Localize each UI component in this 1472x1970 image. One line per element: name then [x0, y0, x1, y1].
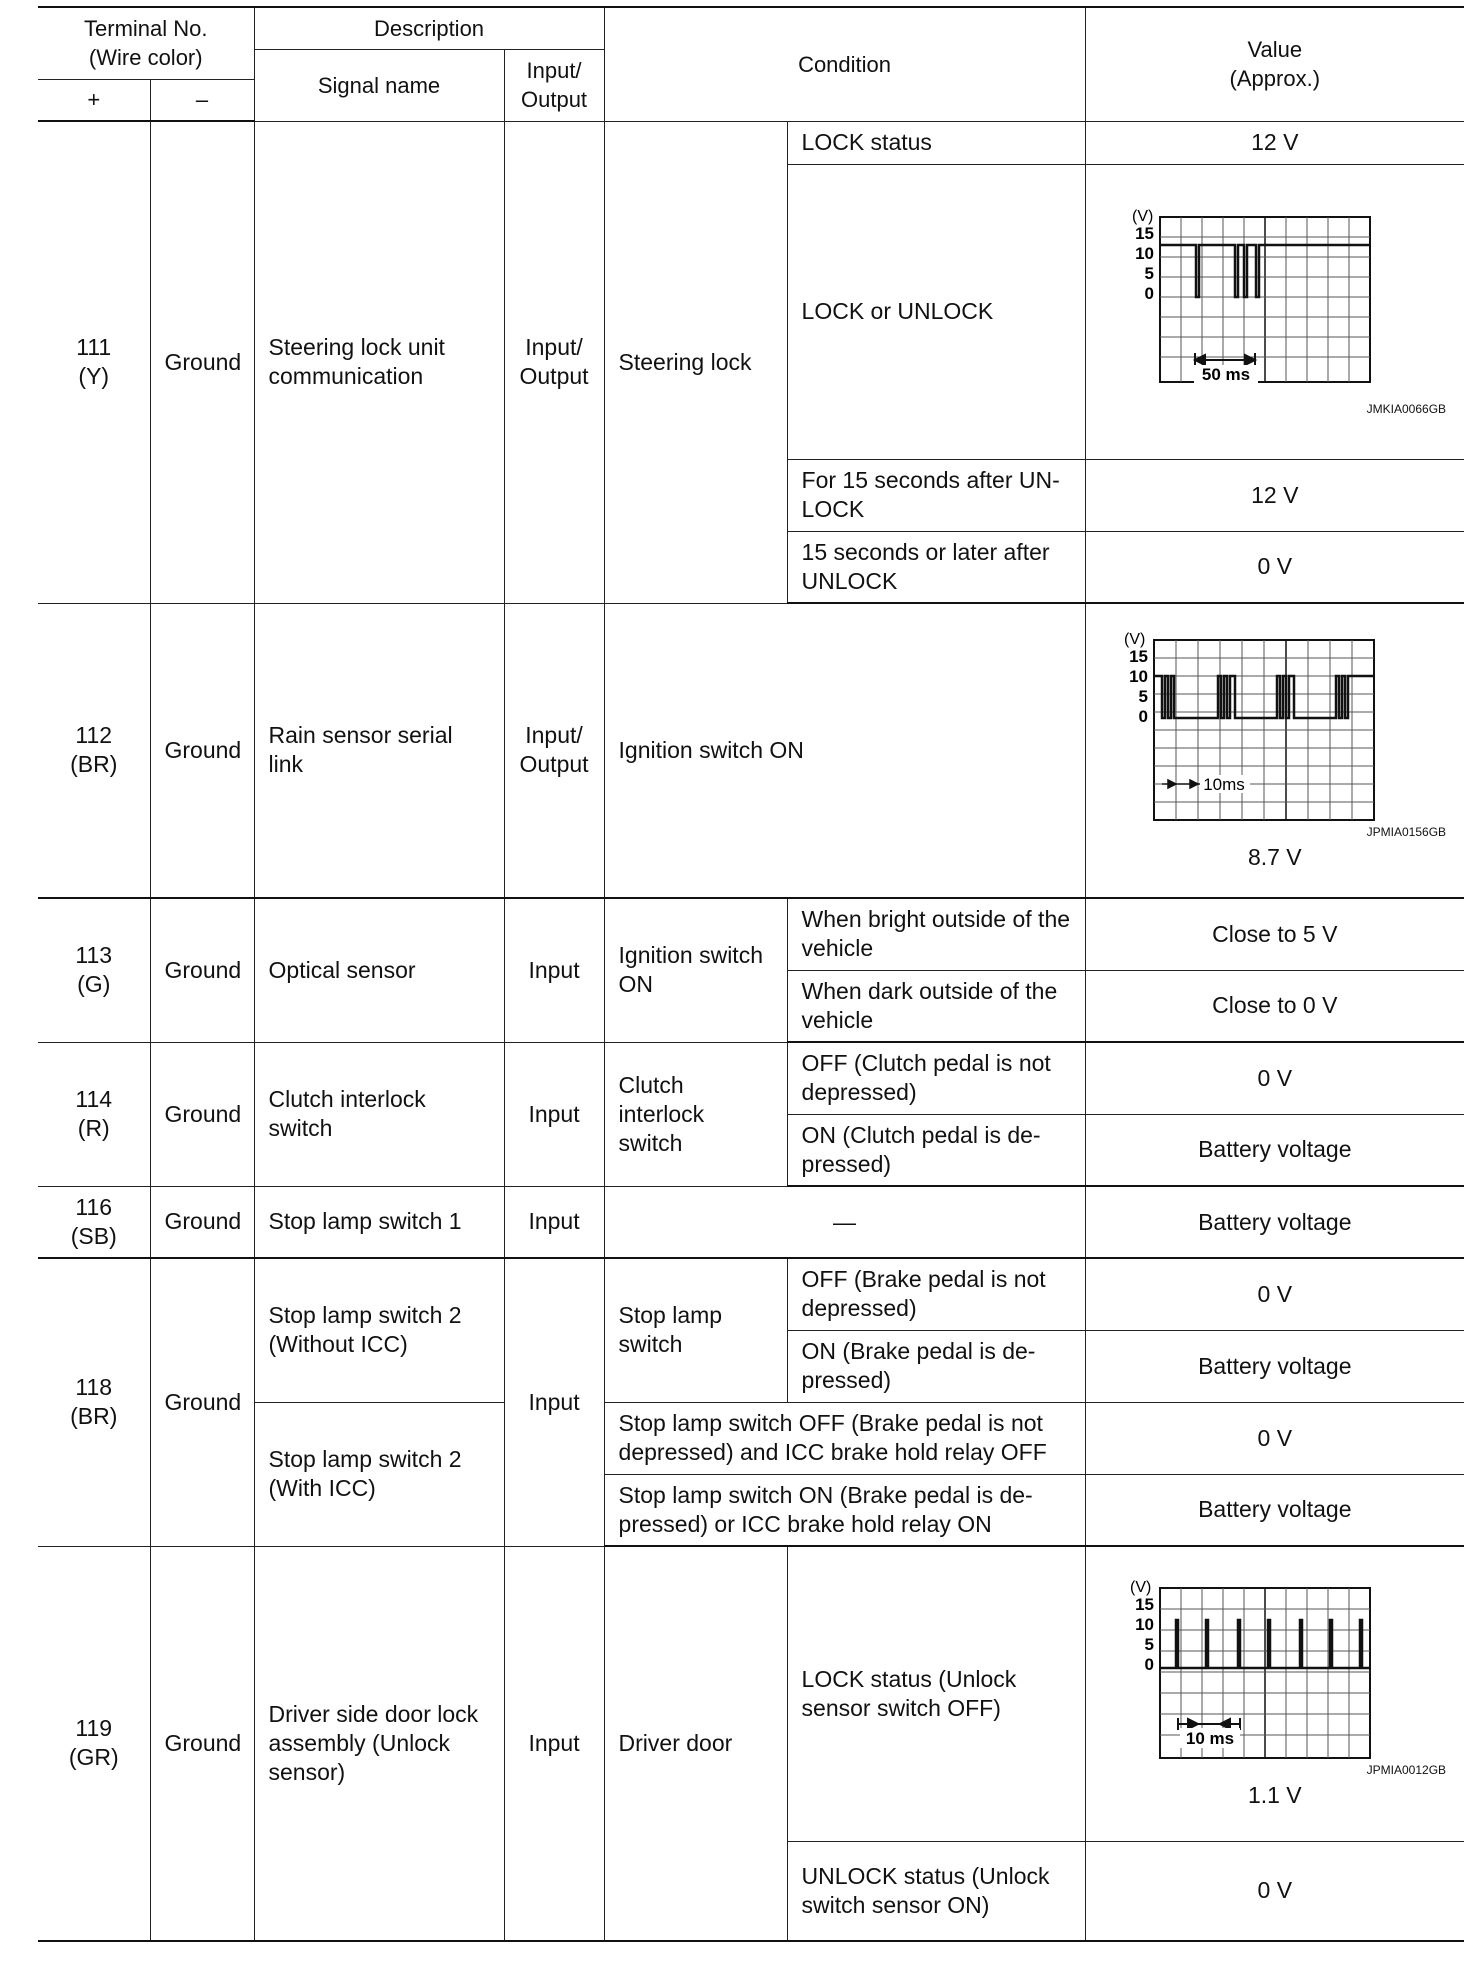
- terminal-116: [38, 1186, 150, 1258]
- value-119-unlock: 0 V: [1085, 1841, 1464, 1941]
- subcondition-119-lock: LOCK status (Unlock sensor switch OFF): [787, 1546, 1085, 1841]
- io-119: Input: [504, 1546, 604, 1941]
- header-wire-color: (Wire color): [88, 45, 203, 71]
- ground-112: Ground: [150, 603, 254, 898]
- terminal-number: 118: [75, 1374, 113, 1401]
- wave-scale-label: 10ms: [1203, 774, 1245, 794]
- figure-code: JPMIA0156GB: [1366, 824, 1447, 839]
- wave-axis-label: (V): [1129, 1578, 1152, 1596]
- value-118-on: Battery voltage: [1085, 1330, 1464, 1402]
- wave-tick: 0: [1144, 1654, 1154, 1674]
- wave-axis-label: (V): [1131, 208, 1154, 225]
- subcondition-114-on: ON (Clutch pedal is de-pressed): [787, 1114, 1085, 1186]
- terminal-number: 111: [76, 334, 112, 361]
- wave-scale-label: 10 ms: [1185, 1728, 1234, 1748]
- io-113: Input: [504, 898, 604, 1042]
- signal-112: Rain sensor serial link: [254, 603, 504, 898]
- value-114-off: 0 V: [1085, 1042, 1464, 1114]
- condition-112: Ignition switch ON: [604, 603, 1085, 898]
- value-112-waveform: [1085, 603, 1464, 898]
- wave-tick: 0: [1138, 706, 1148, 726]
- header-signal-name: Signal name: [254, 49, 504, 121]
- wave-tick: 10: [1134, 244, 1154, 263]
- terminal-number: 116: [75, 1193, 113, 1220]
- condition-118: Stop lamp switch: [604, 1258, 787, 1402]
- wave-tick: 15: [1134, 224, 1154, 243]
- wave-axis-label: (V): [1123, 630, 1146, 648]
- header-value: [1085, 7, 1464, 121]
- waveform-111-chart: [1110, 207, 1440, 402]
- value-116: Battery voltage: [1085, 1186, 1464, 1258]
- io-116: Input: [504, 1186, 604, 1258]
- wave-tick: 15: [1134, 1594, 1154, 1614]
- wave-tick: 10: [1134, 1614, 1154, 1634]
- io-112: Input/ Output: [504, 603, 604, 898]
- ground-116: Ground: [150, 1186, 254, 1258]
- condition-118-icc-off: Stop lamp switch OFF (Brake pedal is not depressed) and ICC brake hold relay OFF: [604, 1402, 1085, 1474]
- value-118-icc-on: Battery voltage: [1085, 1474, 1464, 1546]
- figure-code: JPMIA0012GB: [1366, 1762, 1447, 1777]
- terminal-number: 119: [75, 1715, 113, 1742]
- subcondition-118-off: OFF (Brake pedal is not depressed): [787, 1258, 1085, 1330]
- wire-color: (BR): [70, 751, 118, 778]
- terminal-111: [38, 121, 150, 603]
- wave-tick: 0: [1144, 284, 1154, 303]
- terminal-114: [38, 1042, 150, 1186]
- condition-111: Steering lock: [604, 121, 787, 603]
- condition-116: —: [604, 1186, 1085, 1258]
- subcondition-111-lock: LOCK status: [787, 121, 1085, 164]
- wire-color: (GR): [68, 1744, 119, 1771]
- io-111: Input/ Output: [504, 121, 604, 603]
- header-plus: +: [38, 79, 150, 121]
- signal-111: Steering lock unit communication: [254, 121, 504, 603]
- terminal-table-document: [38, 6, 1464, 1942]
- ground-119: Ground: [150, 1546, 254, 1941]
- terminal-number: 114: [75, 1086, 113, 1112]
- header-io: Input/ Output: [504, 49, 604, 121]
- wave-tick: 10: [1128, 666, 1148, 686]
- wire-color: (BR): [70, 1403, 118, 1430]
- terminal-118: [38, 1258, 150, 1546]
- terminal-table: [38, 6, 1464, 1942]
- value-119-waveform: [1085, 1546, 1464, 1841]
- wave-tick: 15: [1128, 646, 1148, 666]
- signal-116: Stop lamp switch 1: [254, 1186, 504, 1258]
- subcondition-113-dark: When dark outside of the vehicle: [787, 970, 1085, 1042]
- value-111-waveform: [1085, 164, 1464, 459]
- waveform-119-chart: [1110, 1578, 1440, 1763]
- subcondition-111-15s-later: 15 seconds or later after UNLOCK: [787, 531, 1085, 603]
- value-113-dark: Close to 0 V: [1085, 970, 1464, 1042]
- terminal-number: 112: [75, 722, 113, 749]
- value-112: 8.7 V: [1247, 843, 1302, 870]
- value-113-bright: Close to 5 V: [1085, 898, 1464, 970]
- subcondition-114-off: OFF (Clutch pedal is not depressed): [787, 1042, 1085, 1114]
- signal-119: Driver side door lock assembly (Unlock sensor): [254, 1546, 504, 1941]
- wire-color: (R): [77, 1115, 110, 1141]
- wave-tick: 5: [1144, 1634, 1154, 1654]
- header-terminal-no: Terminal No.: [84, 16, 208, 42]
- subcondition-118-on: ON (Brake pedal is de-pressed): [787, 1330, 1085, 1402]
- wire-color: (G): [77, 971, 111, 998]
- header-minus: –: [150, 79, 254, 121]
- header-value-label: Value: [1247, 37, 1303, 63]
- header-description: Description: [254, 7, 604, 49]
- figure-code: JMKIA0066GB: [1366, 402, 1447, 416]
- terminal-119: [38, 1546, 150, 1941]
- signal-114: Clutch interlock switch: [254, 1042, 504, 1186]
- ground-118: Ground: [150, 1258, 254, 1546]
- header-terminal: [38, 7, 254, 79]
- value-118-icc-off: 0 V: [1085, 1402, 1464, 1474]
- signal-113: Optical sensor: [254, 898, 504, 1042]
- wave-tick: 5: [1138, 686, 1148, 706]
- condition-114: Clutch interlock switch: [604, 1042, 787, 1186]
- value-114-on: Battery voltage: [1085, 1114, 1464, 1186]
- signal-118-with-icc: Stop lamp switch 2 (With ICC): [254, 1402, 504, 1546]
- terminal-112: [38, 603, 150, 898]
- ground-111: Ground: [150, 121, 254, 603]
- io-118: Input: [504, 1258, 604, 1546]
- terminal-113: [38, 898, 150, 1042]
- subcondition-111-15s-after: For 15 seconds after UN-LOCK: [787, 459, 1085, 531]
- value-119-lock: 1.1 V: [1247, 1781, 1302, 1808]
- value-111-lock: 12 V: [1085, 121, 1464, 164]
- header-condition: Condition: [604, 7, 1085, 121]
- ground-113: Ground: [150, 898, 254, 1042]
- wire-color: (Y): [78, 363, 110, 390]
- io-114: Input: [504, 1042, 604, 1186]
- value-111-15s-later: 0 V: [1085, 531, 1464, 603]
- wave-tick: 5: [1144, 264, 1154, 283]
- value-118-off: 0 V: [1085, 1258, 1464, 1330]
- condition-118-icc-on: Stop lamp switch ON (Brake pedal is de-pressed) or ICC brake hold relay ON: [604, 1474, 1085, 1546]
- signal-118-without-icc: Stop lamp switch 2 (Without ICC): [254, 1258, 504, 1402]
- value-111-15s-after: 12 V: [1085, 459, 1464, 531]
- subcondition-119-unlock: UNLOCK status (Unlock switch sensor ON): [787, 1841, 1085, 1941]
- wire-color: (SB): [70, 1222, 117, 1249]
- condition-113: Ignition switch ON: [604, 898, 787, 1042]
- terminal-number: 113: [75, 942, 113, 969]
- subcondition-111-lock-unlock: LOCK or UNLOCK: [787, 164, 1085, 459]
- wave-scale-label: 50 ms: [1201, 365, 1250, 384]
- header-value-approx: (Approx.): [1229, 66, 1321, 92]
- waveform-112-chart: [1110, 630, 1440, 825]
- subcondition-113-bright: When bright outside of the vehicle: [787, 898, 1085, 970]
- ground-114: Ground: [150, 1042, 254, 1186]
- condition-119: Driver door: [604, 1546, 787, 1941]
